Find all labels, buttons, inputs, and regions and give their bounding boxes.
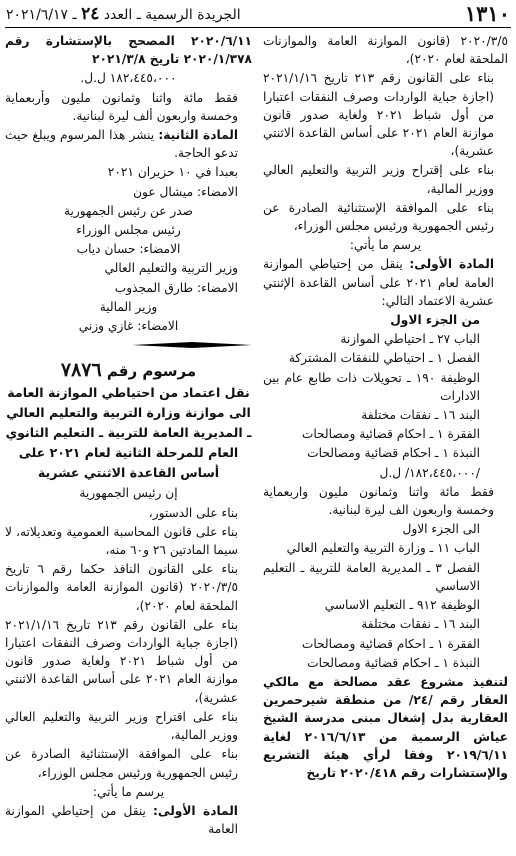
budget-line: الوظيفة ٩١٢ ـ التعليم الاساسي <box>324 598 480 613</box>
issue-date: ٢٠٢١/٦/١٧ <box>6 7 69 23</box>
amount: ١٨٢،٤٤٥،٠٠٠ ل.ل. <box>80 71 177 86</box>
purpose-paragraph: لتنفيذ مشروع عقد مصالحة مع مالكي العقار رقم /٢٤/ من منطقة شيرحمرين العقارية بدل إشغال مبنى مدرسة الشيخ عياش الرسمية من ٢٠١٦/٦/١٣ لغاية ٢٠١٩/٦/١١ وفقا لرأي هيئة التشريع والإستشارات رقم ٢٠٢٠/٤١٨ تاريخ <box>263 674 508 780</box>
budget-line: النبذة ١ ـ احكام قضائية ومصالحات <box>307 655 480 670</box>
right-column <box>263 32 508 783</box>
article-heading: المادة الأولى: <box>153 803 238 818</box>
budget-line: الفصل ١ ـ احتياطي للنفقات المشتركة <box>288 351 480 366</box>
signature-line: الامضاء: غازي وزني <box>78 319 179 334</box>
article-paragraph <box>263 255 508 310</box>
budget-line: الى الجزء الاول <box>402 522 480 537</box>
section-separator <box>132 342 252 348</box>
signature-line: الامضاء: طارق المجذوب <box>114 280 238 295</box>
budget-line: الباب ١١ ـ وزارة التربية والتعليم العالي <box>286 541 480 556</box>
running-header: الجريدة الرسمية ـ العدد ٢٤ ـ ٢٠٢١/٦/١٧ <box>6 4 241 24</box>
paragraph: بناء على الموافقة الإستثنائية الصادرة عن رئيس الجمهورية ورئيس مجلس الوزراء، <box>263 200 494 234</box>
paragraph: ٢٠٢٠/٦/١١ المصحح بالإستشارة رقم ٢٠٢٠/١/٣٧٨ تاريخ ٢٠٢١/٣/٨ <box>5 34 252 67</box>
decree-heading <box>5 359 252 382</box>
decree-title: نقل اعتماد من احتياطي الموازنة العامة الى موازنة وزارة التربية والتعليم العالي ـ المديرية العامة للتربية ـ التعليم الثانوي العام للمرحلة الثانية لعام ٢٠٢١ على أساس القاعدة الاثنتي عشرية <box>5 385 252 481</box>
amount-in-words: فقط مائة واثنا وثمانون مليون واربعماية وخمسة واربعون الف ليرة لبنانية. <box>263 484 494 518</box>
paragraph: بناء على القانون النافذ حكما رقم ٦ تاريخ ٢٠٢٠/٣/٥ (قانون الموازنة العامة والموازنات الملحقة لعام ٢٠٢٠)، <box>5 562 238 613</box>
signature-line: بعبدا في ١٠ حزيران ٢٠٢١ <box>107 165 238 180</box>
budget-line: النبذة ١ ـ احكام قضائية ومصالحات <box>307 446 480 461</box>
journal-name: الجريدة الرسمية ـ العدد <box>103 7 241 23</box>
budget-line: الفقرة ١ ـ احكام قضائية ومصالحات <box>301 427 480 442</box>
left-column <box>5 32 252 839</box>
article-heading: المادة الثانية: <box>158 128 238 143</box>
paragraph: ٢٠٢٠/٣/٥ (قانون الموازنة العامة والموازنات الملحقة لعام ٢٠٢٠)، <box>263 34 508 67</box>
signature-line: صدر عن رئيس الجمهورية <box>63 203 194 218</box>
paragraph: بناء على الدستور، <box>148 505 238 520</box>
paragraph: يرسم ما يأتي: <box>349 238 422 253</box>
article-text: ينقل من إحتياطي الموازنة العامة <box>5 803 238 837</box>
paragraph: بناء على القانون رقم ٢١٣ تاريخ ٢٠٢١/١/١٦ (اجازة جباية الواردات وصرف النفقات اعتبارا من أول شباط ٢٠٢١ ولغاية صدور قانون موازنة العام ٢٠٢١ على أساس القاعدة الاثنتي عشرية)، <box>263 71 494 159</box>
amount: /١٨٢،٤٤٥،٠٠٠/ ل.ل <box>379 465 480 480</box>
amount-in-words: فقط مائة واثنا وثمانون مليون وأربعماية وخمسة واربعون ألف ليرة لبنانية. <box>5 90 238 123</box>
signature-line: الامضاء: ميشال عون <box>133 184 238 199</box>
paragraph: إن رئيس الجمهورية <box>79 486 178 501</box>
signature-line: رئيس مجلس الوزراء <box>76 223 181 238</box>
budget-line: البند ١٦ ـ نفقات مختلفة <box>361 617 480 632</box>
article-paragraph <box>5 802 252 838</box>
article-text: ينقل من إحتياطي الموازنة العامة لعام ٢٠٢١ على أساس القاعدة الإثنتي عشرية الاعتماد التالي: <box>263 257 494 308</box>
header-rule <box>5 27 511 28</box>
paragraph: بناء على اقتراح وزير التربية والتعليم العالي ووزير المالية، <box>5 709 238 743</box>
signature-line: الامضاء: حسان دياب <box>76 242 181 257</box>
budget-line: الفقرة ١ ـ احكام قضائية ومصالحات <box>301 636 480 651</box>
budget-line: الباب ٢٧ ـ احتياطي الموازنة <box>340 332 480 347</box>
page-number: ١٣١٠ <box>464 1 510 26</box>
article-paragraph <box>5 126 252 162</box>
paragraph: بناء على الموافقة الإستثنائية الصادرة عن رئيس الجمهورية ورئيس مجلس الوزراء، <box>5 747 238 780</box>
paragraph: بناء على القانون رقم ٢١٣ تاريخ ٢٠٢١/١/١٦ (اجازة جباية الواردات وصرف النفقات اعتبارا من أول شباط ٢٠٢١ ولغاية صدور قانون موازنة العام ٢٠٢١ على أساس القاعدة الاثنتي عشرية)، <box>5 617 239 705</box>
paragraph: بناء على قانون المحاسبة العمومية وتعديلاته، لا سيما المادتين ٢٦ و٦٠ منه، <box>5 524 238 558</box>
signature-line: وزير المالية <box>99 299 158 314</box>
budget-line: الوظيفة ١٩٠ ـ تحويلات ذات طابع عام بين الادارات <box>263 370 480 403</box>
signature-line: وزير التربية والتعليم العالي <box>104 261 238 276</box>
article-text: ينشر هذا المرسوم ويبلغ حيث تدعو الحاجة. <box>5 128 238 161</box>
budget-line: البند ١٦ ـ نفقات مختلفة <box>361 408 480 423</box>
paragraph: بناء على إقتراح وزير التربية والتعليم العالي ووزير المالية، <box>263 163 494 196</box>
article-heading: المادة الأولى: <box>409 257 494 272</box>
paragraph: يرسم ما يأتي: <box>92 784 165 799</box>
page-header <box>0 0 516 28</box>
decree-label: مرسوم رقم <box>106 362 197 381</box>
budget-line: من الجزء الاول <box>390 313 480 328</box>
budget-line: الفصل ٣ ـ المديرية العامة للتربية ـ التعليم الاساسي <box>263 560 481 593</box>
issue-number: ٢٤ <box>81 4 100 24</box>
decree-number: ٧٨٧٦ <box>60 359 102 382</box>
